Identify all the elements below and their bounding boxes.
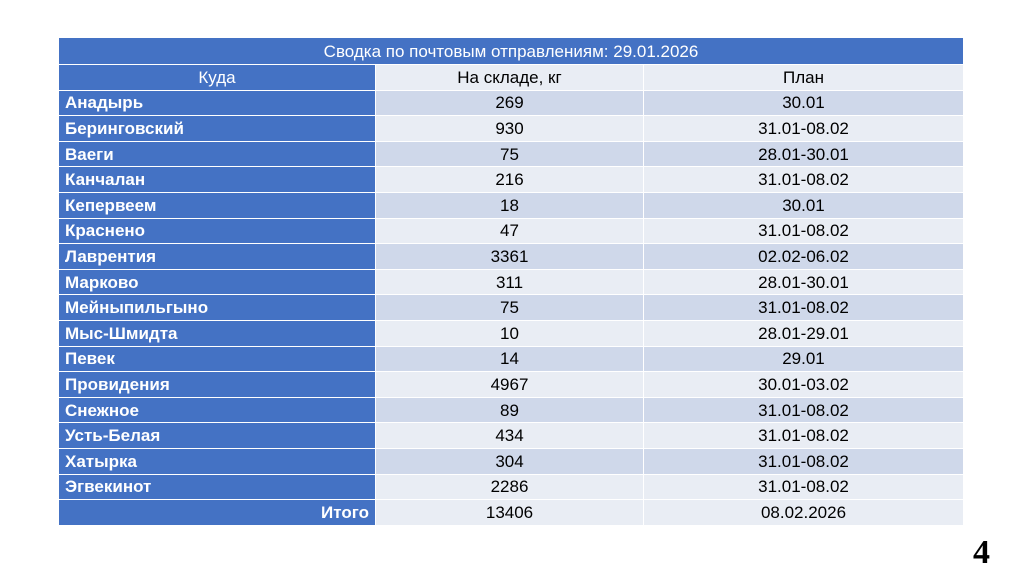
row-weight: 216: [376, 167, 644, 193]
row-weight: 75: [376, 141, 644, 167]
row-destination: Певек: [59, 346, 376, 372]
row-weight: 930: [376, 116, 644, 142]
table-title: Сводка по почтовым отправлениям: 29.01.2026: [59, 38, 964, 65]
row-plan: 31.01-08.02: [644, 295, 964, 321]
table-row: [59, 141, 964, 167]
row-destination: Мыс-Шмидта: [59, 320, 376, 346]
table-row: [59, 320, 964, 346]
column-header-weight: На складе, кг: [376, 65, 644, 91]
total-weight: 13406: [376, 500, 644, 526]
row-destination: Хатырка: [59, 448, 376, 474]
row-weight: 18: [376, 192, 644, 218]
row-weight: 10: [376, 320, 644, 346]
row-destination: Анадырь: [59, 90, 376, 116]
row-plan: 28.01-29.01: [644, 320, 964, 346]
row-weight: 89: [376, 397, 644, 423]
row-destination: Усть-Белая: [59, 423, 376, 449]
table-header-row: [59, 65, 964, 91]
row-plan: 02.02-06.02: [644, 244, 964, 270]
table-row: [59, 218, 964, 244]
table-row: [59, 372, 964, 398]
column-header-destination: Куда: [59, 65, 376, 91]
total-plan: 08.02.2026: [644, 500, 964, 526]
shipments-summary-table: [58, 37, 964, 526]
row-destination: Мейныпильгыно: [59, 295, 376, 321]
row-weight: 75: [376, 295, 644, 321]
table-row: [59, 167, 964, 193]
row-destination: Краснено: [59, 218, 376, 244]
row-plan: 30.01: [644, 90, 964, 116]
table-row: [59, 423, 964, 449]
row-weight: 14: [376, 346, 644, 372]
row-weight: 3361: [376, 244, 644, 270]
row-plan: 31.01-08.02: [644, 116, 964, 142]
row-plan: 31.01-08.02: [644, 218, 964, 244]
row-plan: 31.01-08.02: [644, 448, 964, 474]
column-header-plan: План: [644, 65, 964, 91]
row-weight: 47: [376, 218, 644, 244]
row-plan: 31.01-08.02: [644, 397, 964, 423]
row-destination: Беринговский: [59, 116, 376, 142]
row-plan: 31.01-08.02: [644, 423, 964, 449]
row-destination: Снежное: [59, 397, 376, 423]
row-weight: 311: [376, 269, 644, 295]
table-row: [59, 269, 964, 295]
row-weight: 2286: [376, 474, 644, 500]
table-row: [59, 90, 964, 116]
total-row: [59, 500, 964, 526]
row-plan: 28.01-30.01: [644, 141, 964, 167]
total-label: Итого: [59, 500, 376, 526]
row-weight: 434: [376, 423, 644, 449]
row-plan: 31.01-08.02: [644, 474, 964, 500]
table-row: [59, 397, 964, 423]
row-plan: 30.01-03.02: [644, 372, 964, 398]
row-destination: Ваеги: [59, 141, 376, 167]
table-row: [59, 116, 964, 142]
row-destination: Провидения: [59, 372, 376, 398]
table-row: [59, 346, 964, 372]
row-plan: 31.01-08.02: [644, 167, 964, 193]
table-body: [59, 90, 964, 525]
table-row: [59, 295, 964, 321]
row-destination: Марково: [59, 269, 376, 295]
table-row: [59, 192, 964, 218]
row-plan: 28.01-30.01: [644, 269, 964, 295]
table-title-row: [59, 38, 964, 65]
row-weight: 304: [376, 448, 644, 474]
row-destination: Эгвекинот: [59, 474, 376, 500]
row-weight: 4967: [376, 372, 644, 398]
row-destination: Кепервеем: [59, 192, 376, 218]
table-row: [59, 448, 964, 474]
table-row: [59, 474, 964, 500]
row-plan: 30.01: [644, 192, 964, 218]
row-plan: 29.01: [644, 346, 964, 372]
row-weight: 269: [376, 90, 644, 116]
table-row: [59, 244, 964, 270]
page-number: 4: [973, 534, 990, 571]
row-destination: Лаврентия: [59, 244, 376, 270]
row-destination: Канчалан: [59, 167, 376, 193]
